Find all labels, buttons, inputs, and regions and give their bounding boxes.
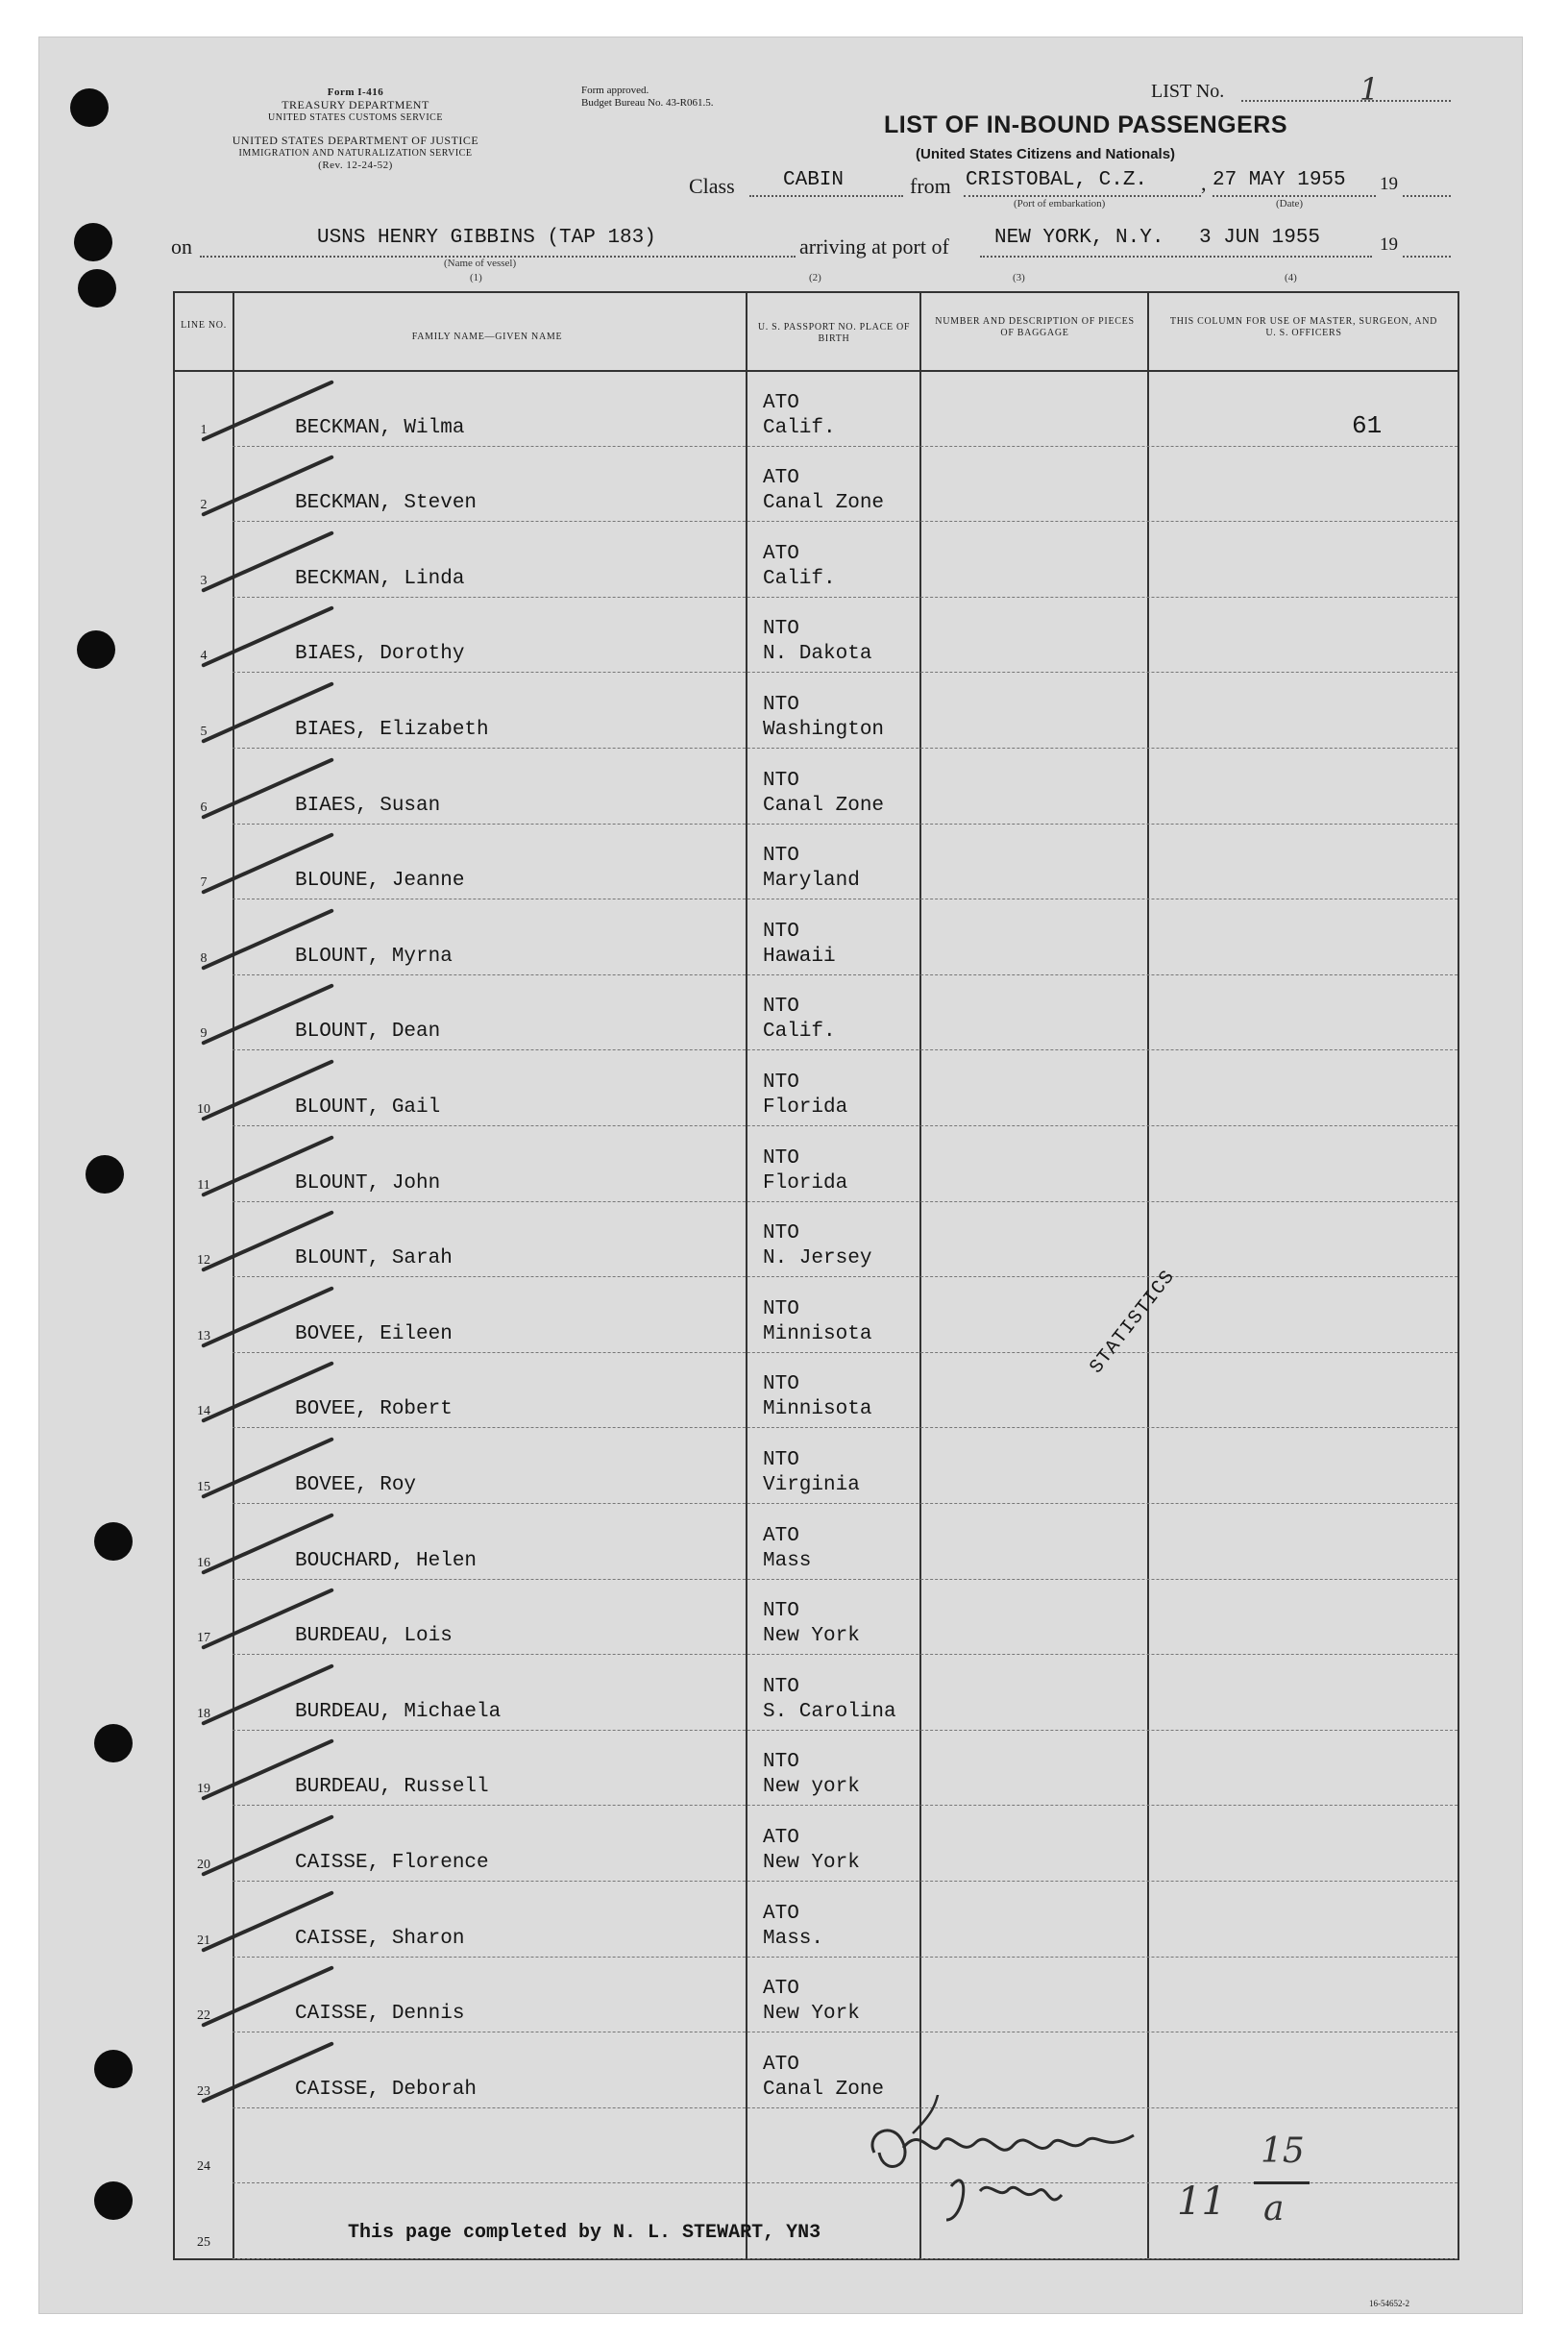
passenger-name: BLOUNT, Gail: [295, 1096, 441, 1119]
punch-hole: [86, 1155, 124, 1194]
passenger-name: CAISSE, Sharon: [295, 1927, 465, 1950]
passport-status: NTO: [763, 1222, 799, 1245]
line-number: 25: [197, 2234, 210, 2250]
place-of-birth: Mass: [763, 1549, 812, 1572]
line-number: 11: [197, 1177, 210, 1193]
form-number: Form I-416: [327, 86, 384, 98]
place-of-birth: Minnisota: [763, 1398, 872, 1421]
passport-status: ATO: [763, 2053, 799, 2076]
embark-date: 27 MAY 1955: [1213, 169, 1346, 191]
punch-hole: [70, 88, 109, 127]
place-of-birth: Maryland: [763, 870, 860, 893]
arrival-line: [980, 256, 1372, 258]
col-number-3: (3): [1013, 272, 1025, 283]
passport-status: ATO: [763, 542, 799, 565]
line-number: 6: [200, 800, 208, 815]
line-number: 1: [200, 422, 208, 437]
arrival-port: NEW YORK, N.Y.: [994, 227, 1164, 249]
form-title: LIST OF IN-BOUND PASSENGERS: [884, 111, 1288, 138]
arriving-label: arriving at port of: [799, 234, 949, 259]
passenger-name: BECKMAN, Wilma: [295, 416, 465, 439]
passport-status: ATO: [763, 1826, 799, 1849]
line-number: 16: [197, 1555, 210, 1570]
immigration-service: IMMIGRATION AND NATURALIZATION SERVICE: [238, 148, 473, 159]
punch-hole: [74, 223, 112, 261]
line-number: 15: [197, 1479, 210, 1494]
col-number-2: (2): [809, 272, 821, 283]
table-row: [175, 1579, 1458, 1655]
passenger-name: BURDEAU, Lois: [295, 1625, 453, 1648]
vessel-caption: (Name of vessel): [444, 258, 517, 269]
place-of-birth: Calif.: [763, 416, 836, 439]
passenger-name: BLOUNT, Sarah: [295, 1247, 453, 1270]
place-of-birth: Virginia: [763, 1473, 860, 1496]
passport-status: ATO: [763, 1524, 799, 1547]
list-no-value: 1: [1360, 71, 1380, 108]
date-line: [1213, 195, 1376, 197]
place-of-birth: Florida: [763, 1096, 848, 1119]
table-row: [175, 1125, 1458, 1201]
punch-hole: [77, 630, 115, 669]
line-number: 4: [200, 649, 208, 664]
line-number: 10: [197, 1101, 210, 1117]
col-number-4: (4): [1285, 272, 1297, 283]
line-number: 17: [197, 1631, 210, 1646]
passenger-name: BURDEAU, Michaela: [295, 1700, 502, 1723]
passenger-name: BECKMAN, Steven: [295, 492, 478, 515]
place-of-birth: New York: [763, 2003, 860, 2026]
table-row: [175, 1276, 1458, 1352]
table-row: [175, 1201, 1458, 1277]
passport-status: NTO: [763, 1146, 799, 1170]
on-label: on: [171, 234, 192, 259]
passenger-name: BLOUNT, John: [295, 1171, 441, 1195]
place-of-birth: Florida: [763, 1171, 848, 1195]
passenger-table: [173, 291, 1459, 2260]
punch-hole: [94, 2050, 133, 2088]
customs-service: UNITED STATES CUSTOMS SERVICE: [268, 112, 443, 123]
handwritten-fraction-top: 15: [1261, 2131, 1305, 2171]
table-row: [175, 974, 1458, 1050]
place-of-birth: Canal Zone: [763, 794, 885, 817]
place-of-birth: Washington: [763, 718, 885, 741]
passenger-name: BLOUNE, Jeanne: [295, 870, 465, 893]
line-number: 23: [197, 2083, 210, 2099]
passenger-name: BOVEE, Robert: [295, 1398, 453, 1421]
class-value: CABIN: [783, 169, 845, 191]
table-row: [175, 1730, 1458, 1806]
handwritten-count: 11: [1177, 2180, 1226, 2224]
passport-status: ATO: [763, 1978, 799, 2001]
passport-status: ATO: [763, 1902, 799, 1925]
place-of-birth: Hawaii: [763, 945, 836, 968]
passport-status: ATO: [763, 467, 799, 490]
handwritten-fraction-bottom: a: [1263, 2189, 1285, 2229]
passenger-name: BIAES, Dorothy: [295, 643, 465, 666]
table-row: [175, 1352, 1458, 1428]
passport-status: NTO: [763, 1751, 799, 1774]
table-row: [175, 1805, 1458, 1881]
passenger-name: BOVEE, Roy: [295, 1473, 417, 1496]
line-number: 7: [200, 875, 208, 891]
table-row: [175, 1881, 1458, 1957]
port-caption: (Port of embarkation): [1014, 198, 1106, 209]
place-of-birth: Canal Zone: [763, 492, 885, 515]
year-line: [1403, 195, 1451, 197]
table-row: [175, 446, 1458, 522]
passport-status: NTO: [763, 1600, 799, 1623]
punch-hole: [94, 2181, 133, 2220]
statistics-stamp: STATISTICS: [1086, 1266, 1181, 1379]
table-row: [175, 748, 1458, 824]
budget-bureau: Budget Bureau No. 43-R061.5.: [581, 97, 714, 109]
list-no-label: LIST No.: [1151, 81, 1225, 102]
year-prefix: 19: [1380, 174, 1398, 194]
footer-code: 16-54652-2: [1369, 2299, 1409, 2308]
place-of-birth: Calif.: [763, 567, 836, 590]
year-line-2: [1403, 256, 1451, 258]
table-row: [175, 899, 1458, 974]
passenger-name: BECKMAN, Linda: [295, 567, 465, 590]
table-row: [175, 370, 1458, 446]
vessel-name: USNS HENRY GIBBINS (TAP 183): [317, 227, 656, 249]
table-row: [175, 824, 1458, 899]
class-line: [749, 195, 903, 197]
table-row: [175, 521, 1458, 597]
line-number: 12: [197, 1253, 210, 1269]
line-number: 5: [200, 724, 208, 739]
passenger-name: BOVEE, Eileen: [295, 1322, 453, 1345]
passport-status: NTO: [763, 618, 799, 641]
punch-hole: [78, 269, 116, 308]
place-of-birth: Canal Zone: [763, 2078, 885, 2101]
table-row: [175, 1049, 1458, 1125]
line-number: 2: [200, 498, 208, 513]
header-passport: U. S. PASSPORT NO. PLACE OF BIRTH: [757, 322, 911, 344]
completed-by: This page completed by N. L. STEWART, YN3: [348, 2222, 821, 2244]
place-of-birth: N. Jersey: [763, 1247, 872, 1270]
passport-status: NTO: [763, 693, 799, 716]
passport-status: NTO: [763, 996, 799, 1019]
row-separator: [233, 2258, 1458, 2259]
from-label: from: [910, 174, 951, 198]
line-number: 21: [197, 1933, 210, 1948]
passport-status: NTO: [763, 1675, 799, 1698]
from-value: CRISTOBAL, C.Z.: [966, 169, 1148, 191]
place-of-birth: Minnisota: [763, 1322, 872, 1345]
table-row: [175, 597, 1458, 673]
form-approved: Form approved.: [581, 85, 649, 96]
line-number: 20: [197, 1857, 210, 1872]
line-number: 18: [197, 1706, 210, 1721]
passenger-name: BLOUNT, Myrna: [295, 945, 453, 968]
justice-department: UNITED STATES DEPARTMENT OF JUSTICE: [232, 134, 479, 147]
line-number: 3: [200, 573, 208, 588]
place-of-birth: New York: [763, 1625, 860, 1648]
place-of-birth: Mass.: [763, 1927, 824, 1950]
passport-status: NTO: [763, 920, 799, 943]
place-of-birth: S. Carolina: [763, 1700, 896, 1723]
date-caption: (Date): [1276, 198, 1304, 209]
punch-hole: [94, 1724, 133, 1762]
punch-hole: [94, 1522, 133, 1561]
header-line-no: LINE NO.: [181, 320, 227, 331]
passenger-name: BIAES, Elizabeth: [295, 718, 489, 741]
fraction-bar: [1254, 2181, 1310, 2184]
class-label: Class: [689, 174, 735, 198]
inspector-signature: [975, 2095, 983, 2096]
place-of-birth: N. Dakota: [763, 643, 872, 666]
officer-note: 61: [1352, 410, 1383, 440]
passenger-name: BLOUNT, Dean: [295, 1021, 441, 1044]
table-row: [175, 672, 1458, 748]
place-of-birth: New York: [763, 1851, 860, 1874]
line-number: 14: [197, 1404, 210, 1419]
table-row: [175, 1654, 1458, 1730]
inspector-signature-drawing: [845, 2095, 1172, 2239]
passenger-name: CAISSE, Dennis: [295, 2003, 465, 2026]
table-row: [175, 1427, 1458, 1503]
arrival-date: 3 JUN 1955: [1199, 227, 1321, 249]
line-number: 13: [197, 1328, 210, 1343]
passenger-name: BOUCHARD, Helen: [295, 1549, 478, 1572]
line-number: 9: [200, 1026, 208, 1042]
form-subtitle: (United States Citizens and Nationals): [916, 146, 1176, 162]
passenger-name: BIAES, Susan: [295, 794, 441, 817]
list-no-line: [1241, 100, 1451, 102]
col-number-1: (1): [470, 272, 482, 283]
passport-status: NTO: [763, 769, 799, 792]
place-of-birth: New york: [763, 1776, 860, 1799]
line-number: 24: [197, 2159, 210, 2175]
from-line: [964, 195, 1201, 197]
line-number: 22: [197, 2008, 210, 2024]
year-prefix-2: 19: [1380, 234, 1398, 255]
table-row: [175, 1503, 1458, 1579]
line-number: 19: [197, 1782, 210, 1797]
passport-status: NTO: [763, 845, 799, 868]
place-of-birth: Calif.: [763, 1021, 836, 1044]
passport-status: ATO: [763, 391, 799, 414]
table-row: [175, 1957, 1458, 2032]
header-officers: THIS COLUMN FOR USE OF MASTER, SURGEON, AND U. S. OFFICERS: [1169, 316, 1438, 338]
header-name: FAMILY NAME—GIVEN NAME: [411, 332, 563, 342]
passport-status: NTO: [763, 1297, 799, 1320]
passport-status: NTO: [763, 1071, 799, 1094]
line-number: 8: [200, 950, 208, 966]
passenger-name: CAISSE, Deborah: [295, 2078, 478, 2101]
treasury-department: TREASURY DEPARTMENT: [282, 98, 429, 111]
table-row: [175, 2032, 1458, 2107]
passport-status: NTO: [763, 1448, 799, 1471]
revision-date: (Rev. 12-24-52): [318, 160, 393, 171]
header-baggage: NUMBER AND DESCRIPTION OF PIECES OF BAGGAGE: [935, 316, 1135, 338]
passenger-name: CAISSE, Florence: [295, 1851, 489, 1874]
passenger-name: BURDEAU, Russell: [295, 1776, 489, 1799]
passport-status: NTO: [763, 1373, 799, 1396]
